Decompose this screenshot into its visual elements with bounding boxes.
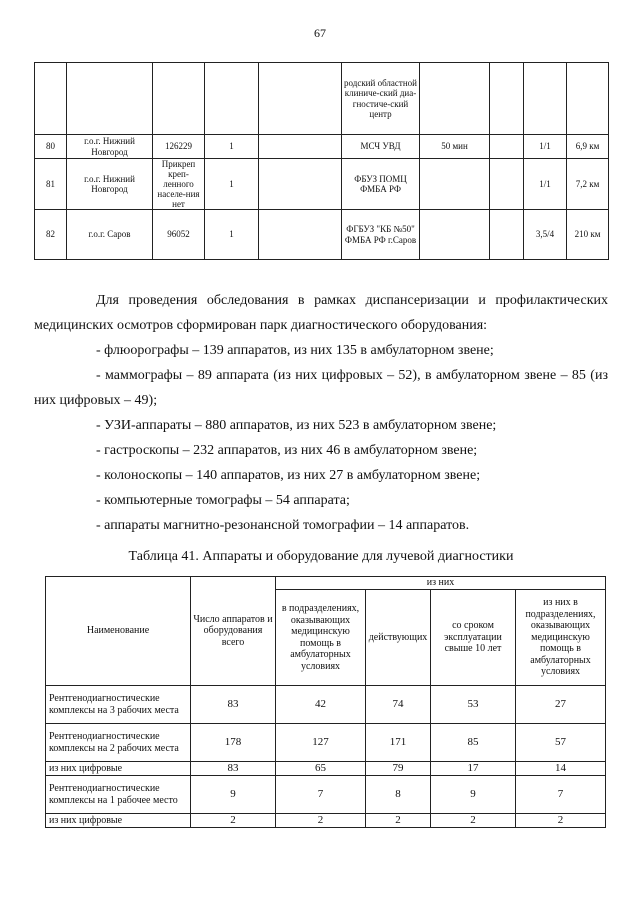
table-cell-dist: 6,9 км <box>567 135 609 159</box>
table-cell-place: г.о.г. Саров <box>67 210 153 260</box>
body-text <box>34 288 608 538</box>
table-cell-time <box>420 63 490 135</box>
radiology-equipment-table <box>45 576 606 828</box>
table-cell-org: родский областной клиниче-ский диа-гностиче-ский центр <box>342 63 420 135</box>
table-cell-of_which: 57 <box>516 724 606 762</box>
table-cell-c8 <box>490 210 524 260</box>
table-cell-ratio <box>524 63 567 135</box>
table-cell-active: 74 <box>366 686 431 724</box>
table-cell-active: 79 <box>366 762 431 776</box>
table-cell-dist: 7,2 км <box>567 159 609 210</box>
table-cell-total: 178 <box>191 724 276 762</box>
table-cell-active: 171 <box>366 724 431 762</box>
table-cell-time <box>420 159 490 210</box>
list-item: - флюорографы – 139 аппаратов, из них 135 в амбулаторном звене; <box>96 343 494 358</box>
table-cell-ratio: 1/1 <box>524 135 567 159</box>
table-cell-name: Рентгенодиагностические комплексы на 3 рабочих места <box>46 686 191 724</box>
table-cell-count <box>205 63 259 135</box>
table-row <box>46 814 606 828</box>
table-cell-active: 2 <box>366 814 431 828</box>
table-caption: Таблица 41. Аппараты и оборудование для лучевой диагностики <box>128 549 514 564</box>
header-old: со сроком эксплуатации свыше 10 лет <box>431 590 516 686</box>
table-cell-ambulatory: 2 <box>276 814 366 828</box>
table-cell-place <box>67 63 153 135</box>
table-cell-n <box>35 63 67 135</box>
page-number: 67 <box>314 26 326 40</box>
list-item: - УЗИ-аппараты – 880 аппаратов, из них 523 в амбулаторном звене; <box>96 418 497 433</box>
list-item: - аппараты магнитно-резонансной томографии – 14 аппаратов. <box>96 518 470 533</box>
table-row <box>35 210 609 260</box>
table-cell-n: 81 <box>35 159 67 210</box>
table-cell-dist: 210 км <box>567 210 609 260</box>
table-cell-count: 1 <box>205 135 259 159</box>
table-cell-total: 9 <box>191 776 276 814</box>
header-ambulatory: в подразделениях, оказывающих медицинскую помощь в амбулаторных условиях <box>276 590 366 686</box>
list-item: - гастроскопы – 232 аппаратов, из них 46 в амбулаторном звене; <box>96 443 478 458</box>
table-cell-old: 17 <box>431 762 516 776</box>
table-cell-ratio: 1/1 <box>524 159 567 210</box>
table-cell-old: 85 <box>431 724 516 762</box>
table-cell-old: 53 <box>431 686 516 724</box>
table-cell-ambulatory: 42 <box>276 686 366 724</box>
header-name: Наименование <box>46 577 191 686</box>
table-row <box>46 776 606 814</box>
table-cell-total: 83 <box>191 762 276 776</box>
table-row <box>46 762 606 776</box>
table-cell-time <box>420 210 490 260</box>
list-item: - компьютерные томографы – 54 аппарата; <box>96 493 350 508</box>
table-cell-place: г.о.г. Нижний Новгород <box>67 159 153 210</box>
header-total: Число аппаратов и оборудования всего <box>191 577 276 686</box>
table-cell-ambulatory: 65 <box>276 762 366 776</box>
table-row <box>46 724 606 762</box>
table-cell-c5 <box>259 135 342 159</box>
table-cell-count: 1 <box>205 210 259 260</box>
table-cell-c8 <box>490 159 524 210</box>
table-cell-ambulatory: 127 <box>276 724 366 762</box>
table-cell-name: Рентгенодиагностические комплексы на 2 рабочих места <box>46 724 191 762</box>
list-item: - колоноскопы – 140 аппаратов, из них 27 в амбулаторном звене; <box>96 468 481 483</box>
table-cell-total: 83 <box>191 686 276 724</box>
table-cell-org: ФГБУЗ "КБ №50" ФМБА РФ г.Саров <box>342 210 420 260</box>
table-cell-n: 82 <box>35 210 67 260</box>
table-cell-c8 <box>490 135 524 159</box>
table-row <box>46 686 606 724</box>
table-cell-name: из них цифровые <box>46 762 191 776</box>
intro-paragraph: Для проведения обследования в рамках диспансеризации и профилактических медицинских осмотров сформирован парк диагностического оборудования: <box>34 293 608 333</box>
facilities-table <box>34 62 609 260</box>
table-cell-c5 <box>259 159 342 210</box>
table-cell-n: 80 <box>35 135 67 159</box>
header-group: из них <box>276 577 606 590</box>
table-cell-c5 <box>259 210 342 260</box>
header-active: действующих <box>366 590 431 686</box>
table-cell-total: 2 <box>191 814 276 828</box>
table-cell-old: 9 <box>431 776 516 814</box>
table-cell-pop: Прикреп креп-ленного населе-ния нет <box>153 159 205 210</box>
table-cell-place: г.о.г. Нижний Новгород <box>67 135 153 159</box>
table-cell-dist <box>567 63 609 135</box>
table-cell-name: из них цифровые <box>46 814 191 828</box>
table-cell-pop <box>153 63 205 135</box>
table-cell-org: ФБУЗ ПОМЦ ФМБА РФ <box>342 159 420 210</box>
table-cell-pop: 126229 <box>153 135 205 159</box>
table-cell-ratio: 3,5/4 <box>524 210 567 260</box>
table-cell-old: 2 <box>431 814 516 828</box>
table-cell-of_which: 2 <box>516 814 606 828</box>
table-cell-count: 1 <box>205 159 259 210</box>
header-of-which-ambulatory: из них в подразделениях, оказывающих медицинскую помощь в амбулаторных условиях <box>516 590 606 686</box>
table-row <box>35 159 609 210</box>
table-cell-c5 <box>259 63 342 135</box>
table-cell-org: МСЧ УВД <box>342 135 420 159</box>
table-cell-of_which: 7 <box>516 776 606 814</box>
table-cell-of_which: 27 <box>516 686 606 724</box>
table-cell-active: 8 <box>366 776 431 814</box>
table-cell-name: Рентгенодиагностические комплексы на 1 рабочее место <box>46 776 191 814</box>
table-cell-ambulatory: 7 <box>276 776 366 814</box>
table-row <box>35 63 609 135</box>
table-cell-of_which: 14 <box>516 762 606 776</box>
list-item: - маммографы – 89 аппарата (из них цифровых – 52), в амбулаторном звене – 85 (из них цифровых – 49); <box>34 368 608 408</box>
table-cell-pop: 96052 <box>153 210 205 260</box>
table-row <box>35 135 609 159</box>
table-cell-time: 50 мин <box>420 135 490 159</box>
table-cell-c8 <box>490 63 524 135</box>
